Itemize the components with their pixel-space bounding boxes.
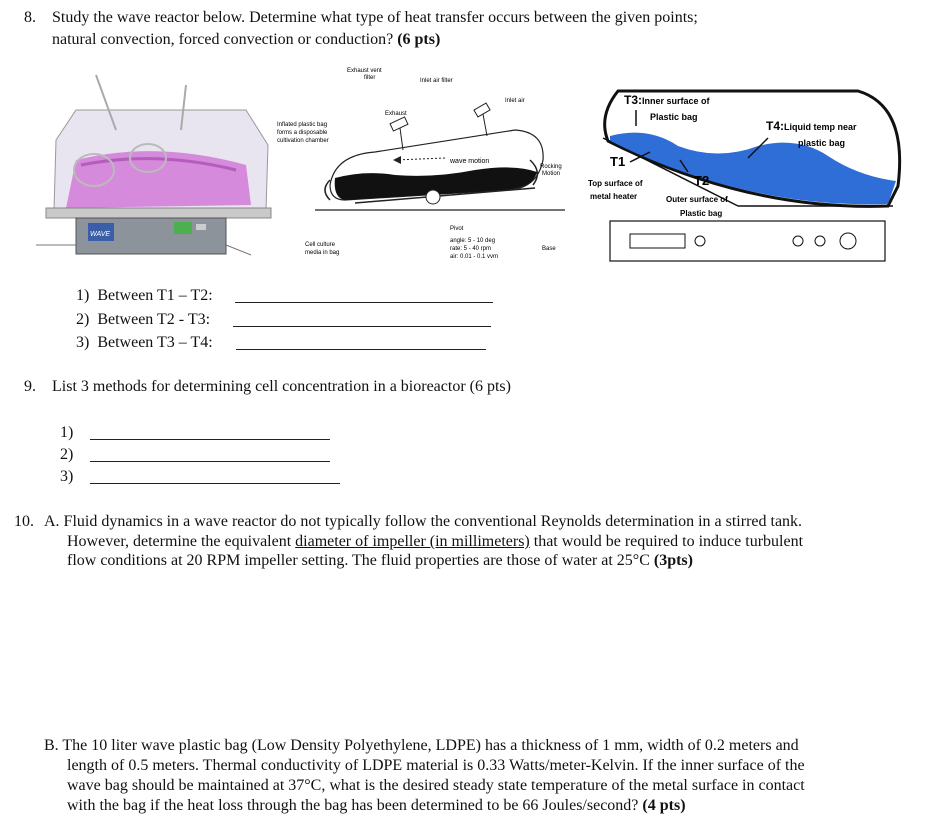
- t1-label: T1: [610, 154, 626, 169]
- svg-text:Motion: Motion: [542, 171, 561, 177]
- q10-number: 10.: [14, 513, 34, 530]
- svg-text:filter: filter: [364, 75, 376, 81]
- angle-label: angle: 5 - 10 deg: [450, 238, 496, 244]
- q9-item-1: 1): [60, 424, 74, 441]
- q10b-line1: B. The 10 liter wave plastic bag (Low Density Polyethylene, LDPE) has a thickness of 1 mm, width of 0.2 meters and: [44, 737, 799, 754]
- cell-culture-label: Cell culture: [305, 242, 336, 248]
- t2-label: T2: [694, 173, 710, 188]
- svg-text:media in bag: media in bag: [305, 250, 340, 256]
- t3-label: T3:Inner surface of: [624, 93, 710, 107]
- svg-text:cultivation chamber: cultivation chamber: [277, 138, 329, 144]
- q10b-line3: wave bag should be maintained at 37°C, what is the desired steady state temperature of the metal surface in contact: [67, 777, 805, 794]
- wave-motion-label: wave motion: [450, 158, 490, 165]
- inlet-air-label: Inlet air: [505, 98, 525, 104]
- wave-reactor-photo: [36, 70, 276, 270]
- t2-desc: Outer surface of: [666, 195, 728, 204]
- inlet-air-filter-label: Inlet air filter: [420, 78, 453, 84]
- q8-item-2: 2) Between T2 - T3:: [76, 311, 211, 328]
- q9-text: List 3 methods for determining cell concentration in a bioreactor (6 pts): [52, 378, 511, 395]
- t4-desc: plastic bag: [798, 138, 846, 148]
- q9-item-3: 3): [60, 468, 74, 485]
- inflated-bag-label: Inflated plastic bag: [277, 122, 328, 128]
- q9-number: 9.: [24, 378, 36, 395]
- heat-transfer-diagram: [588, 66, 918, 266]
- svg-text:Plastic bag: Plastic bag: [680, 209, 723, 218]
- q10b-line4: with the bag if the heat loss through the bag has been determined to be 66 Joules/second? (4 pts): [67, 797, 686, 814]
- q9-item-2: 2): [60, 446, 74, 463]
- q10a-line3: flow conditions at 20 RPM impeller setting. The fluid properties are those of water at 25°C (3pts): [67, 552, 693, 569]
- exhaust-vent-filter-label: Exhaust vent: [347, 68, 382, 74]
- q9-answer-3[interactable]: [90, 469, 340, 484]
- q8-answer-2[interactable]: [233, 312, 491, 327]
- t3-desc: Plastic bag: [650, 112, 698, 122]
- q8-line2: natural convection, forced convection or conduction? (6 pts): [52, 31, 441, 48]
- q10a-line2: However, determine the equivalent diameter of impeller (in millimeters) that would be required to induce turbulent: [67, 533, 804, 550]
- q8-answer-1[interactable]: [235, 288, 493, 303]
- q10a-line1: A. Fluid dynamics in a wave reactor do not typically follow the conventional Reynolds determination in a stirred tank.: [44, 513, 803, 530]
- base-label: Base: [542, 246, 556, 252]
- q8-line1: Study the wave reactor below. Determine what type of heat transfer occurs between the given points;: [52, 9, 698, 26]
- exhaust-label: Exhaust: [385, 111, 407, 117]
- svg-text:metal heater: metal heater: [590, 192, 638, 201]
- q9-answer-1[interactable]: [90, 425, 330, 440]
- q8-answer-3[interactable]: [236, 335, 486, 350]
- pivot-label: Pivot: [450, 226, 464, 232]
- q8-item-1: 1) Between T1 – T2:: [76, 287, 213, 304]
- q10b-line2: length of 0.5 meters. Thermal conductivity of LDPE material is 0.33 Watts/meter-Kelvin. If the inner surface of the: [67, 757, 805, 774]
- rate-label: rate: 5 - 40 rpm: [450, 246, 492, 252]
- wave-schematic-diagram: [275, 60, 590, 280]
- q9-answer-2[interactable]: [90, 447, 330, 462]
- q8-number: 8.: [24, 9, 36, 26]
- t4-label: T4:Liquid temp near: [766, 119, 857, 133]
- t1-desc: Top surface of: [588, 179, 643, 188]
- brand-logo: WAVE: [90, 231, 111, 238]
- rocking-motion-label: Rocking: [540, 164, 562, 170]
- svg-text:forms a disposable: forms a disposable: [277, 130, 328, 136]
- air-label: air: 0.01 - 0.1 vvm: [450, 254, 499, 260]
- q8-item-3: 3) Between T3 – T4:: [76, 334, 213, 351]
